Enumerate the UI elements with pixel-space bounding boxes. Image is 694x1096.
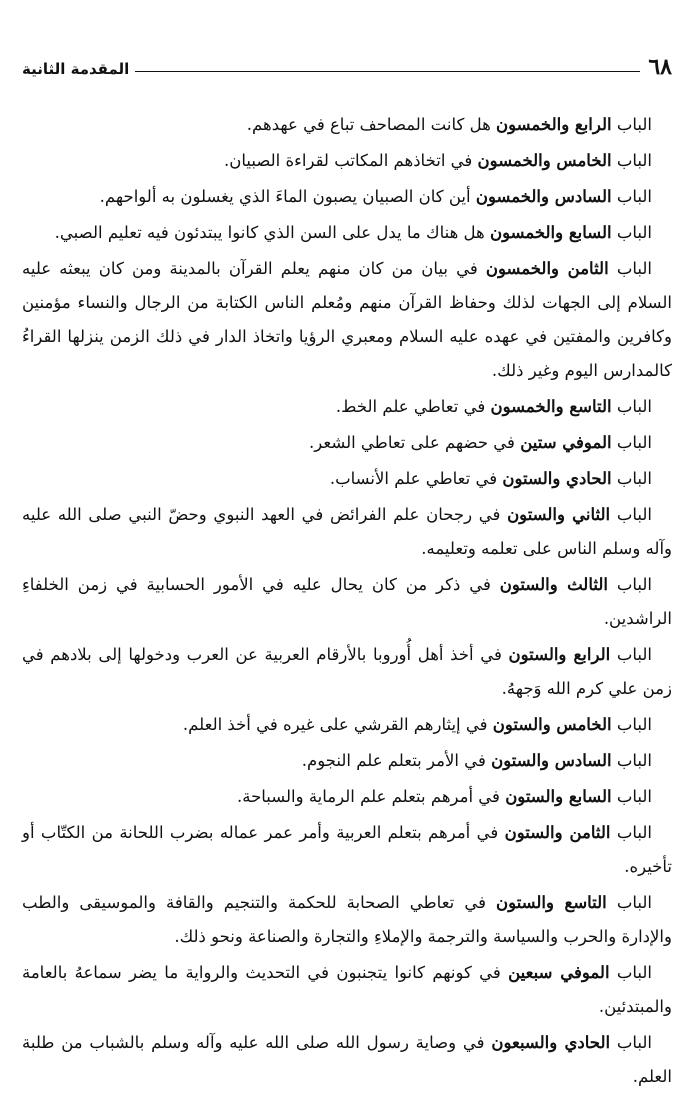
header-rule [135,71,640,72]
chapter-entry [22,956,672,1024]
chapter-entry [22,144,672,178]
entry-text: في أخذ أهل أُوروبا بالأرقام العربية عن العرب ودخولها إلى بلادهم في زمن علي كرم الله وَجههُ. [22,645,672,698]
entry-number: السادس والخمسون [475,187,612,206]
chapter-entry [22,390,672,424]
chapter-entry [22,780,672,814]
entry-number: الخامس والخمسون [477,151,612,170]
entry-number: الموفي ستين [520,433,612,452]
entry-lead: الباب [616,715,652,734]
chapter-entry [22,1026,672,1094]
entry-text: في الأمر بتعلم علم النجوم. [301,751,486,770]
entry-number: الحادي والستون [502,469,612,488]
entry-number: السادس والستون [491,751,612,770]
chapter-entry [22,886,672,954]
chapter-entry [22,108,672,142]
chapter-entry [22,252,672,388]
entry-number: التاسع والخمسون [490,397,612,416]
entry-number: السابع والخمسون [489,223,612,242]
entry-lead: الباب [616,963,652,982]
entry-lead: الباب [616,115,652,134]
entry-text: في تعاطي علم الخط. [335,397,486,416]
chapter-entry [22,708,672,742]
chapter-entry [22,180,672,214]
entry-text: في تعاطي الصحابة للحكمة والتنجيم والقافة والموسيقى والطب والإدارة والحرب والسياسة والترجمة والإملاءِ والتجارة والصناعة ونحو ذلك. [22,893,672,946]
entry-number: الخامس والستون [492,715,612,734]
entry-lead: الباب [616,223,652,242]
entry-lead: الباب [616,397,652,416]
entry-text: في وصاية رسول الله صلى الله عليه وآله وسلم بالشباب من طلبة العلم. [22,1033,672,1086]
entry-text: في ذكر من كان يحال عليه في الأمور الحسابية في زمن الخلفاءِ الراشدين. [22,575,672,628]
entry-text: في إيثارهم القرشي على غيره في أخذ العلم. [182,715,488,734]
entry-lead: الباب [616,187,652,206]
entry-number: الثالث والستون [499,575,608,594]
entry-text: في بيان من كان منهم يعلم القرآن بالمدينة ومن كان يبعثه عليه السلام إلى الجهات لذلك وحفاظ القرآن منهم ومُعلم الناس الكتابة من الرجال والنساء مؤمنين وكافرين والمفتين في عهده عليه السلام ومعبري الرؤيا واتخاذ الدار في ذلك الزمن ينزلها القراءُ كالمدارس اليوم وغير ذلك. [22,259,672,380]
entry-lead: الباب [616,645,652,664]
entry-lead: الباب [616,751,652,770]
chapter-entry [22,426,672,460]
entry-lead: الباب [616,151,652,170]
entry-lead: الباب [616,469,652,488]
entry-number: الثامن والخمسون [485,259,609,278]
chapter-entry [22,568,672,636]
entry-text: في اتخاذهم المكاتب لقراءة الصبيان. [223,151,473,170]
entry-text: هل هناك ما يدل على السن الذي كانوا يبتدئون فيه تعليم الصبي. [54,223,485,242]
entry-number: الرابع والخمسون [496,115,612,134]
entry-number: الحادي والسبعون [491,1033,611,1052]
entry-text: في أمرهم بتعلم العربية وأمر عمر عماله بضرب اللحانة من الكتّاب أو تأخيره. [22,823,672,876]
entry-lead: الباب [616,823,653,842]
entry-lead: الباب [616,433,652,452]
entry-text: هل كانت المصاحف تباع في عهدهم. [246,115,491,134]
running-header [22,52,672,78]
entry-lead: الباب [616,1033,652,1052]
chapter-entry [22,216,672,250]
chapter-list [22,108,672,1096]
entry-number: الرابع والستون [508,645,611,664]
entry-text: في رجحان علم الفرائض في العهد النبوي وحضّ النبي صلى الله عليه وآله وسلم الناس على تعلمه وتعليمه. [22,505,672,558]
entry-number: الثامن والستون [504,823,611,842]
entry-lead: الباب [616,505,652,524]
chapter-entry [22,744,672,778]
entry-text: أين كان الصبيان يصبون الماءَ الذي يغسلون به ألواحهم. [99,187,471,206]
chapter-entry [22,816,672,884]
entry-lead: الباب [616,575,653,594]
section-title: المقدمة الثانية [22,60,130,78]
chapter-entry [22,462,672,496]
entry-text: في أمرهم بتعلم علم الرماية والسباحة. [236,787,500,806]
entry-lead: الباب [616,893,652,912]
entry-number: التاسع والستون [496,893,607,912]
page-number: ٦٨ [648,54,672,80]
chapter-entry [22,498,672,566]
entry-lead: الباب [616,787,652,806]
entry-lead: الباب [616,259,652,278]
entry-text: في كونهم كانوا يتجنبون في التحديث والرواية ما يضر سماعهُ بالعامة والمبتدئين. [22,963,672,1016]
entry-text: في تعاطي علم الأنساب. [329,469,498,488]
entry-number: السابع والستون [505,787,612,806]
chapter-entry [22,638,672,706]
entry-number: الثاني والستون [507,505,611,524]
entry-number: الموفي سبعين [508,963,610,982]
entry-text: في حضهم على تعاطي الشعر. [309,433,515,452]
